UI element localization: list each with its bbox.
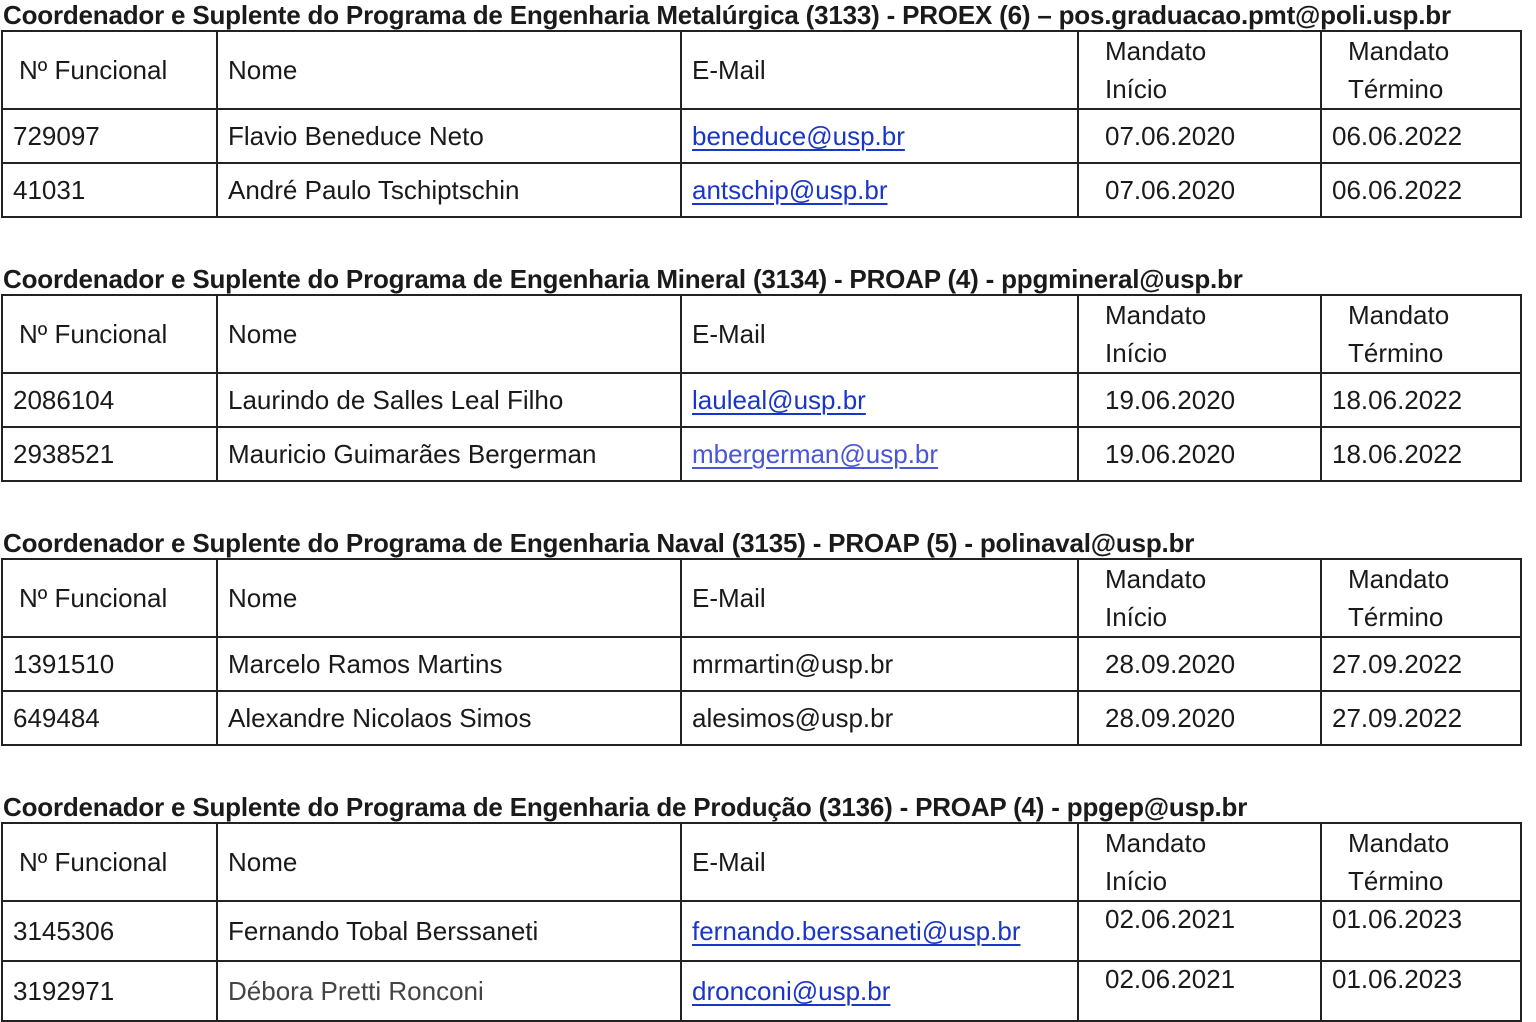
header-nome: Nome <box>217 295 681 373</box>
cell-nome: Fernando Tobal Berssaneti <box>217 901 681 961</box>
cell-email <box>681 163 1078 217</box>
section-title: Coordenador e Suplente do Programa de Engenharia Metalúrgica (3133) - PROEX (6) – pos.graduacao.pmt@poli.usp.br <box>3 0 1451 30</box>
section-title: Coordenador e Suplente do Programa de Engenharia de Produção (3136) - PROAP (4) - ppgep@usp.br <box>3 792 1248 822</box>
email-link[interactable]: beneduce@usp.br <box>692 121 905 151</box>
section-title: Coordenador e Suplente do Programa de Engenharia Mineral (3134) - PROAP (4) - ppgmineral@usp.br <box>3 264 1243 294</box>
program-table <box>1 30 1522 218</box>
header-inicio-line2: Início <box>1105 866 1168 896</box>
program-table <box>1 822 1522 1022</box>
cell-termino: 18.06.2022 <box>1321 373 1521 427</box>
table-row <box>2 373 1521 427</box>
cell-email <box>681 373 1078 427</box>
header-inicio-line2: Início <box>1105 74 1168 104</box>
header-termino-line1: Mandato <box>1348 828 1450 858</box>
header-termino <box>1321 559 1521 637</box>
header-email: E-Mail <box>681 31 1078 109</box>
cell-funcional: 649484 <box>2 691 217 745</box>
cell-email <box>681 109 1078 163</box>
email-link[interactable]: lauleal@usp.br <box>692 385 866 415</box>
header-inicio-line2: Início <box>1105 602 1168 632</box>
cell-funcional: 729097 <box>2 109 217 163</box>
cell-termino: 27.09.2022 <box>1321 637 1521 691</box>
cell-email <box>681 637 1078 691</box>
header-funcional: Nº Funcional <box>2 295 217 373</box>
header-email: E-Mail <box>681 823 1078 901</box>
header-inicio-line2: Início <box>1105 338 1168 368</box>
cell-inicio: 28.09.2020 <box>1078 637 1321 691</box>
table-header-row <box>2 31 1521 109</box>
header-termino-line2: Término <box>1348 602 1444 632</box>
table-row <box>2 691 1521 745</box>
cell-termino: 27.09.2022 <box>1321 691 1521 745</box>
program-table <box>1 294 1522 482</box>
header-termino <box>1321 823 1521 901</box>
table-row <box>2 901 1521 961</box>
table-row <box>2 637 1521 691</box>
table-row <box>2 961 1521 1021</box>
cell-email <box>681 427 1078 481</box>
header-inicio <box>1078 295 1321 373</box>
header-inicio <box>1078 559 1321 637</box>
cell-termino: 06.06.2022 <box>1321 163 1521 217</box>
cell-funcional: 3145306 <box>2 901 217 961</box>
header-nome: Nome <box>217 31 681 109</box>
cell-funcional: 41031 <box>2 163 217 217</box>
cell-funcional: 2086104 <box>2 373 217 427</box>
header-termino <box>1321 31 1521 109</box>
header-inicio-line1: Mandato <box>1105 36 1207 66</box>
header-funcional: Nº Funcional <box>2 559 217 637</box>
header-inicio <box>1078 31 1321 109</box>
cell-nome: Alexandre Nicolaos Simos <box>217 691 681 745</box>
table-header-row <box>2 295 1521 373</box>
header-termino-line1: Mandato <box>1348 300 1450 330</box>
email-link[interactable]: fernando.berssaneti@usp.br <box>692 916 1021 946</box>
header-email: E-Mail <box>681 559 1078 637</box>
header-termino-line2: Término <box>1348 866 1444 896</box>
header-termino-line2: Término <box>1348 74 1444 104</box>
table-row <box>2 427 1521 481</box>
email-link[interactable]: antschip@usp.br <box>692 175 888 205</box>
cell-nome: Débora Pretti Ronconi <box>217 961 681 1021</box>
section-title: Coordenador e Suplente do Programa de Engenharia Naval (3135) - PROAP (5) - polinaval@usp.br <box>3 528 1195 558</box>
cell-email <box>681 901 1078 961</box>
email-text: mrmartin@usp.br <box>692 649 894 679</box>
header-inicio-line1: Mandato <box>1105 300 1207 330</box>
table-header-row <box>2 559 1521 637</box>
cell-inicio: 28.09.2020 <box>1078 691 1321 745</box>
header-termino-line1: Mandato <box>1348 36 1450 66</box>
cell-termino: 01.06.2023 <box>1321 901 1521 961</box>
cell-inicio: 19.06.2020 <box>1078 427 1321 481</box>
header-nome: Nome <box>217 823 681 901</box>
cell-inicio: 02.06.2021 <box>1078 901 1321 961</box>
header-funcional: Nº Funcional <box>2 823 217 901</box>
cell-nome: André Paulo Tschiptschin <box>217 163 681 217</box>
cell-nome: Flavio Beneduce Neto <box>217 109 681 163</box>
cell-nome: Laurindo de Salles Leal Filho <box>217 373 681 427</box>
header-termino <box>1321 295 1521 373</box>
header-inicio <box>1078 823 1321 901</box>
cell-termino: 01.06.2023 <box>1321 961 1521 1021</box>
cell-inicio: 07.06.2020 <box>1078 163 1321 217</box>
header-inicio-line1: Mandato <box>1105 564 1207 594</box>
table-row <box>2 109 1521 163</box>
cell-inicio: 19.06.2020 <box>1078 373 1321 427</box>
cell-termino: 18.06.2022 <box>1321 427 1521 481</box>
cell-funcional: 1391510 <box>2 637 217 691</box>
cell-email <box>681 691 1078 745</box>
cell-email <box>681 961 1078 1021</box>
program-table <box>1 558 1522 746</box>
cell-termino: 06.06.2022 <box>1321 109 1521 163</box>
header-nome: Nome <box>217 559 681 637</box>
cell-funcional: 3192971 <box>2 961 217 1021</box>
cell-nome: Marcelo Ramos Martins <box>217 637 681 691</box>
email-text: alesimos@usp.br <box>692 703 894 733</box>
cell-inicio: 02.06.2021 <box>1078 961 1321 1021</box>
email-link[interactable]: dronconi@usp.br <box>692 976 891 1006</box>
cell-nome: Mauricio Guimarães Bergerman <box>217 427 681 481</box>
header-funcional: Nº Funcional <box>2 31 217 109</box>
cell-funcional: 2938521 <box>2 427 217 481</box>
header-termino-line2: Término <box>1348 338 1444 368</box>
email-link[interactable]: mbergerman@usp.br <box>692 439 939 469</box>
cell-inicio: 07.06.2020 <box>1078 109 1321 163</box>
table-row <box>2 163 1521 217</box>
header-termino-line1: Mandato <box>1348 564 1450 594</box>
table-header-row <box>2 823 1521 901</box>
header-inicio-line1: Mandato <box>1105 828 1207 858</box>
header-email: E-Mail <box>681 295 1078 373</box>
